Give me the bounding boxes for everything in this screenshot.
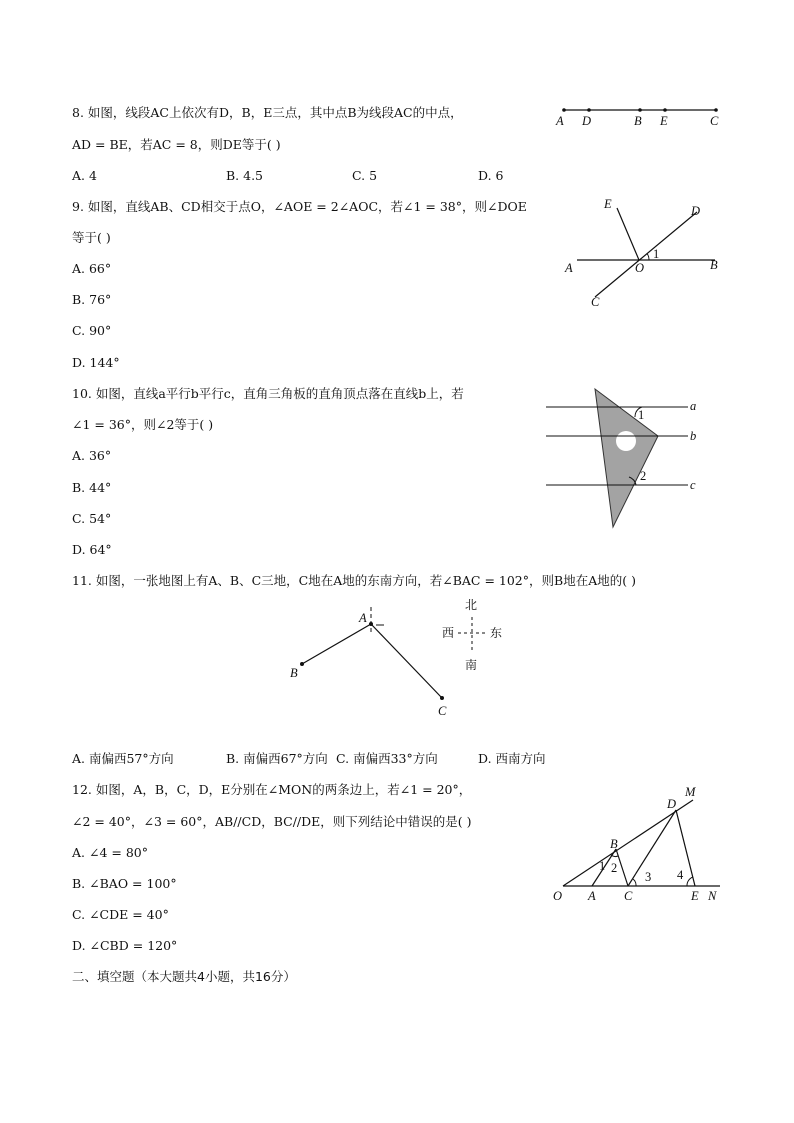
q12-label-e: E	[691, 889, 699, 903]
q9-stem-line1: 9. 如图，直线AB、CD相交于点O，∠AOE = 2∠AOC，若∠1 = 38°，则∠DOE	[72, 199, 527, 214]
q9-label-c: C	[591, 295, 600, 309]
q11-option-a[interactable]: A. 南偏西57°方向	[72, 751, 174, 766]
q12-label-angle-2: 2	[611, 861, 618, 875]
q11-option-d[interactable]: D. 西南方向	[478, 751, 546, 766]
q8-option-a[interactable]: A. 4	[72, 168, 97, 183]
q11-label-c: C	[438, 704, 447, 718]
q11-label-b: B	[290, 666, 298, 680]
q9-option-b[interactable]: B. 76°	[72, 292, 112, 307]
q9-option-c[interactable]: C. 90°	[72, 323, 112, 338]
q8-option-b[interactable]: B. 4.5	[226, 168, 264, 183]
q8-label-b: B	[634, 114, 642, 128]
q8-stem-line2: AD = BE，若AC = 8，则DE等于( )	[72, 137, 281, 152]
q8-segment-figure	[548, 100, 728, 130]
q10-stem-line2: ∠1 = 36°，则∠2等于( )	[72, 417, 214, 432]
q8-label-d: D	[582, 114, 592, 128]
q11-option-c[interactable]: C. 南偏西33°方向	[336, 751, 438, 766]
q12-label-angle-1: 1	[599, 859, 606, 873]
q10-label-c: c	[690, 478, 696, 492]
q9-intersecting-lines-figure	[555, 192, 730, 312]
q11-stem-line1: 11. 如图，一张地图上有A、B、C三地，C地在A地的东南方向，若∠BAC = 102°，则B地在A地的( )	[72, 573, 636, 588]
q11-compass-west: 西	[442, 626, 455, 640]
q12-label-a: A	[588, 889, 596, 903]
q9-stem-line2: 等于( )	[72, 230, 111, 245]
q12-label-angle-4: 4	[677, 868, 684, 882]
q9-option-a[interactable]: A. 66°	[72, 261, 112, 276]
q9-label-o: O	[635, 261, 645, 275]
q12-label-d: D	[667, 797, 677, 811]
q9-label-a: A	[565, 261, 573, 275]
q10-stem-line1: 10. 如图，直线a平行b平行c，直角三角板的直角顶点落在直线b上，若	[72, 386, 464, 401]
q12-label-m: M	[685, 785, 696, 799]
q11-option-b[interactable]: B. 南偏西67°方向	[226, 751, 328, 766]
q12-option-d[interactable]: D. ∠CBD = 120°	[72, 938, 178, 953]
q12-option-c[interactable]: C. ∠CDE = 40°	[72, 907, 169, 922]
q12-label-c: C	[624, 889, 633, 903]
q11-compass-north: 北	[465, 598, 478, 612]
q10-label-b: b	[690, 429, 697, 443]
q10-option-b[interactable]: B. 44°	[72, 480, 112, 495]
q12-option-b[interactable]: B. ∠BAO = 100°	[72, 876, 177, 891]
q10-option-c[interactable]: C. 54°	[72, 511, 112, 526]
q10-label-a: a	[690, 399, 697, 413]
q9-label-e: E	[604, 197, 612, 211]
q10-label-angle-1: 1	[638, 408, 645, 422]
q8-stem-line1: 8. 如图，线段AC上依次有D，B，E三点，其中点B为线段AC的中点，	[72, 105, 463, 120]
q8-label-c: C	[710, 114, 719, 128]
q10-option-a[interactable]: A. 36°	[72, 448, 112, 463]
q8-option-c[interactable]: C. 5	[352, 168, 378, 183]
q12-label-o: O	[553, 889, 563, 903]
q12-angle-mon-figure	[548, 780, 728, 908]
q12-stem-line2: ∠2 = 40°，∠3 = 60°，AB//CD，BC//DE，则下列结论中错误的是( )	[72, 814, 472, 829]
q8-label-e: E	[660, 114, 668, 128]
q9-label-d: D	[691, 204, 701, 218]
q12-label-angle-3: 3	[645, 870, 652, 884]
q12-stem-line1: 12. 如图，A，B，C，D，E分别在∠MON的两条边上，若∠1 = 20°，	[72, 782, 472, 797]
q8-option-d[interactable]: D. 6	[478, 168, 504, 183]
q9-label-angle-1: 1	[653, 247, 660, 261]
q10-parallel-lines-triangle-figure	[540, 385, 720, 535]
q11-label-a: A	[359, 611, 367, 625]
q9-label-b: B	[710, 258, 718, 272]
q10-option-d[interactable]: D. 64°	[72, 542, 112, 557]
q12-label-n: N	[708, 889, 717, 903]
q11-map-figure	[280, 595, 520, 725]
section-2-heading: 二、填空题（本大题共4小题，共16分）	[72, 969, 296, 984]
q12-option-a[interactable]: A. ∠4 = 80°	[72, 845, 148, 860]
q11-compass-east: 东	[490, 626, 503, 640]
q8-label-a: A	[556, 114, 564, 128]
q9-option-d[interactable]: D. 144°	[72, 355, 120, 370]
q12-label-b: B	[610, 837, 618, 851]
q11-compass-south: 南	[465, 658, 478, 672]
q10-label-angle-2: 2	[640, 469, 647, 483]
